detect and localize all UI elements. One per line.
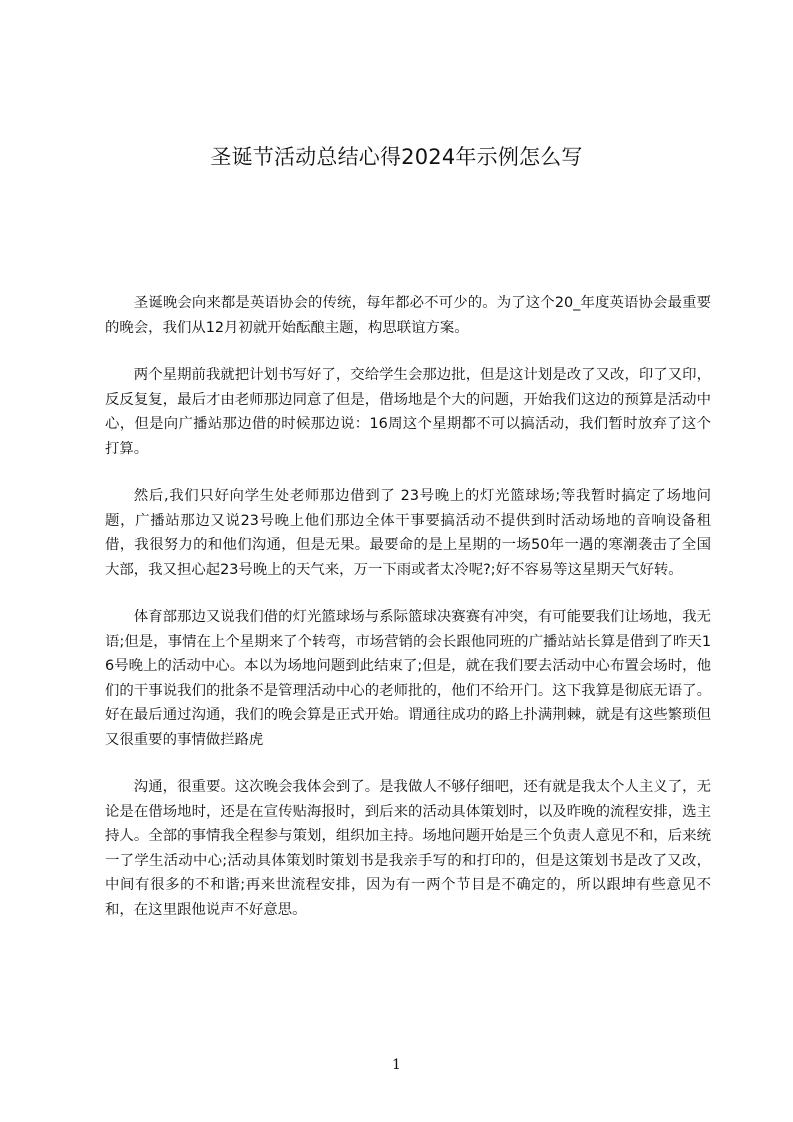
paragraph-1: 圣诞晚会向来都是英语协会的传统，每年都必不可少的。为了这个20_年度英语协会最重要的晚会，我们从12月初就开始酝酿主题，构思联谊方案。 (105, 295, 711, 336)
document-body (105, 291, 711, 922)
paragraph-5: 沟通，很重要。这次晚会我体会到了。是我做人不够仔细吧，还有就是我太个人主义了，无论是在借场地时，还是在宣传贴海报时，到后来的活动具体策划时，以及昨晚的流程安排，选主持人。全部的事情我全程参与策划，组织加主持。场地问题开始是三个负责人意见不和，后来统一了学生活动中心;活动具体策划时策划书是我亲手写的和打印的，但是这策划书是改了又改，中间有很多的不和谐;再来世流程安排，因为有一两个节目是不确定的，所以跟坤有些意见不和，在这里跟他说声不好意思。 (105, 779, 711, 918)
page-number: 1 (392, 1057, 401, 1073)
paragraph-2: 两个星期前我就把计划书写好了，交给学生会那边批，但是这计划是改了又改，印了又印，反反复复，最后才由老师那边同意了但是，借场地是个大的问题，开始我们这边的预算是活动中心，但是向广播站那边借的时候那边说：16周这个星期都不可以搞活动，我们暂时放弃了这个打算。 (105, 367, 711, 457)
paragraph-3: 然后,我们只好向学生处老师那边借到了 23号晚上的灯光篮球场;等我暂时搞定了场地问题，广播站那边又说23号晚上他们那边全体干事要搞活动不提供到时活动场地的音响设备租借，我很努力的和他们沟通，但是无果。最要命的是上星期的一场50年一遇的寒潮袭击了全国大部，我又担心起23号晚上的天气来，万一下雨或者太冷呢?;好不容易等这星期天气好转。 (105, 488, 711, 578)
paragraph-4: 体育部那边又说我们借的灯光篮球场与系际篮球决赛赛有冲突，有可能要我们让场地，我无语;但是，事情在上个星期来了个转弯，市场营销的会长跟他同班的广播站站长算是借到了昨天16号晚上的活动中心。本以为场地问题到此结束了;但是，就在我们要去活动中心布置会场时，他们的干事说我们的批条不是管理活动中心的老师批的，他们不给开门。这下我算是彻底无语了。好在最后通过沟通，我们的晚会算是正式开始。谓通往成功的路上扑满荆棘，就是有这些繁琐但又很重要的事情做拦路虎 (105, 609, 711, 748)
document-title: 圣诞节活动总结心得2024年示例怎么写 (210, 145, 583, 169)
